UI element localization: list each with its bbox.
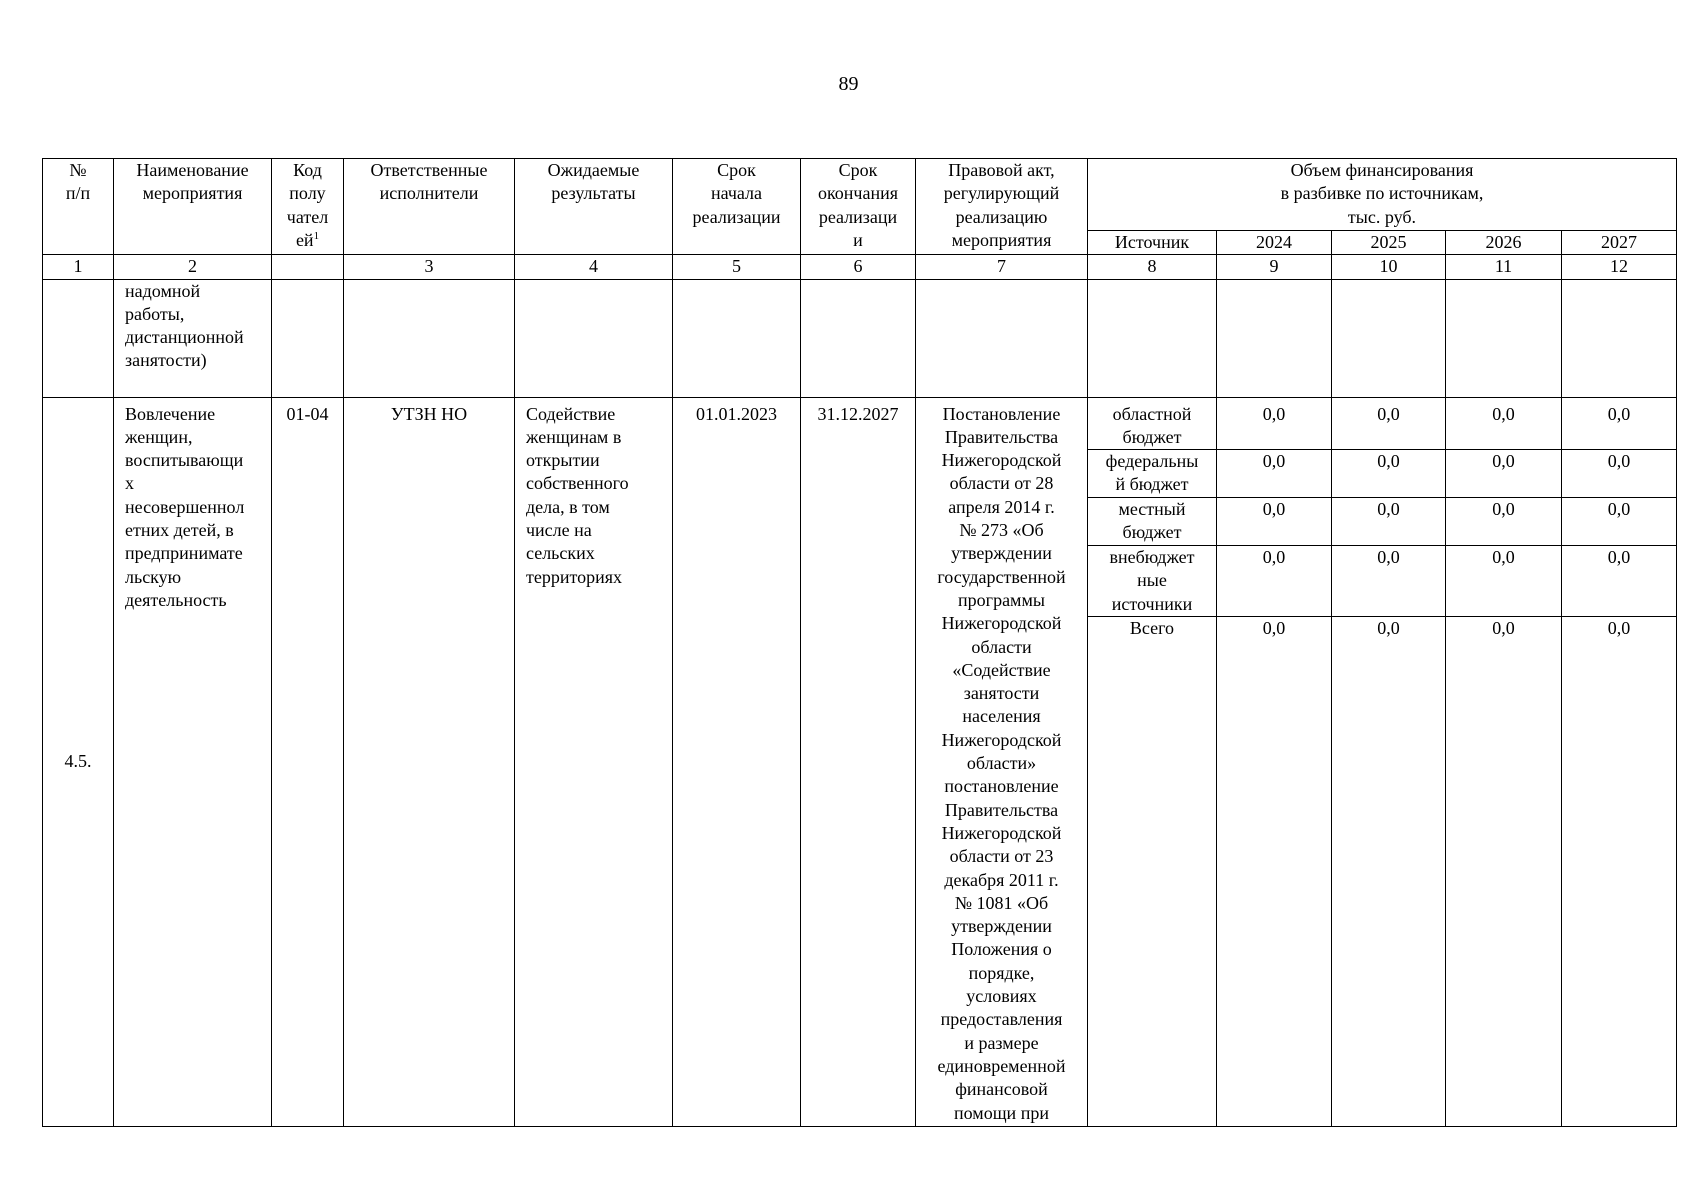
- recipient-code: 01-04: [272, 397, 344, 1127]
- header-name: Наименование мероприятия: [114, 159, 272, 255]
- finance-value: 0,0: [1217, 397, 1332, 450]
- source-name: федеральны й бюджет: [1088, 450, 1217, 498]
- column-number: 7: [916, 255, 1088, 279]
- source-name: местный бюджет: [1088, 498, 1217, 546]
- responsible-executor: УТЗН НО: [344, 397, 515, 1127]
- finance-value: 0,0: [1217, 450, 1332, 498]
- header-results: Ожидаемые результаты: [515, 159, 673, 255]
- header-year: 2026: [1446, 231, 1562, 255]
- finance-value: 0,0: [1332, 498, 1446, 546]
- column-number: 1: [43, 255, 114, 279]
- finance-value: 0,0: [1332, 450, 1446, 498]
- finance-value: 0,0: [1562, 397, 1677, 450]
- continuation-name: надомной работы, дистанционной занятости): [114, 279, 272, 397]
- column-number: 9: [1217, 255, 1332, 279]
- start-date: 01.01.2023: [673, 397, 801, 1127]
- finance-value: 0,0: [1446, 498, 1562, 546]
- finance-value: 0,0: [1446, 397, 1562, 450]
- page-number: 89: [838, 73, 859, 95]
- column-number: 11: [1446, 255, 1562, 279]
- header-code: Код полу чател $ей^1$: [272, 159, 344, 255]
- finance-value: 0,0: [1332, 397, 1446, 450]
- table-row: [43, 397, 1677, 450]
- header-end: Срок окончания реализаци и: [801, 159, 916, 255]
- header-executors: Ответственные исполнители: [344, 159, 515, 255]
- header-finance: Объем финансирования в разбивке по источникам, тыс. руб.: [1088, 159, 1677, 231]
- continuation-row: [43, 279, 1677, 397]
- header-year: 2025: [1332, 231, 1446, 255]
- finance-value: 0,0: [1332, 546, 1446, 617]
- end-date: 31.12.2027: [801, 397, 916, 1127]
- finance-value: 0,0: [1217, 546, 1332, 617]
- finance-value: 0,0: [1562, 617, 1677, 1127]
- column-number: 12: [1562, 255, 1677, 279]
- finance-value: 0,0: [1446, 617, 1562, 1127]
- finance-value: 0,0: [1562, 450, 1677, 498]
- program-measures-table: [42, 158, 1677, 1127]
- legal-act: Постановление Правительства Нижегородской области от 28 апреля 2014 г. № 273 «Об утверждении государственной программы Нижегородской области «Содействие занятости населения Нижегородской области» постановление Правительства Нижегородской области от 23 декабря 2011 г. № 1081 «Об утверждении Положения о порядке, условиях предоставления и размере единовременной финансовой помощи при: [916, 397, 1088, 1127]
- source-name: Всего: [1088, 617, 1217, 1127]
- column-number: 8: [1088, 255, 1217, 279]
- column-number-row: [43, 255, 1677, 279]
- column-number: 5: [673, 255, 801, 279]
- header-year: 2027: [1562, 231, 1677, 255]
- finance-value: 0,0: [1562, 546, 1677, 617]
- finance-value: 0,0: [1217, 498, 1332, 546]
- header-legal: Правовой акт, регулирующий реализацию мероприятия: [916, 159, 1088, 255]
- expected-result: Содействие женщинам в открытии собственного дела, в том числе на сельских территориях: [515, 397, 673, 1127]
- header-source: Источник: [1088, 231, 1217, 255]
- finance-value: 0,0: [1217, 617, 1332, 1127]
- row-number: 4.5.: [43, 397, 114, 1127]
- column-number: 3: [344, 255, 515, 279]
- column-number: 6: [801, 255, 916, 279]
- header-start: Срок начала реализации: [673, 159, 801, 255]
- finance-value: 0,0: [1446, 546, 1562, 617]
- header-year: 2024: [1217, 231, 1332, 255]
- source-name: внебюджет ные источники: [1088, 546, 1217, 617]
- footnote-marker: 1: [313, 229, 320, 242]
- source-name: областной бюджет: [1088, 397, 1217, 450]
- header-num: № п/п: [43, 159, 114, 255]
- measure-name: Вовлечение женщин, воспитывающи х несовершеннол етних детей, в предпринимате льскую деятельность: [114, 397, 272, 1127]
- finance-value: 0,0: [1332, 617, 1446, 1127]
- finance-value: 0,0: [1562, 498, 1677, 546]
- finance-value: 0,0: [1446, 450, 1562, 498]
- column-number: 2: [114, 255, 272, 279]
- column-number: 4: [515, 255, 673, 279]
- column-number-empty: [272, 255, 344, 279]
- column-number: 10: [1332, 255, 1446, 279]
